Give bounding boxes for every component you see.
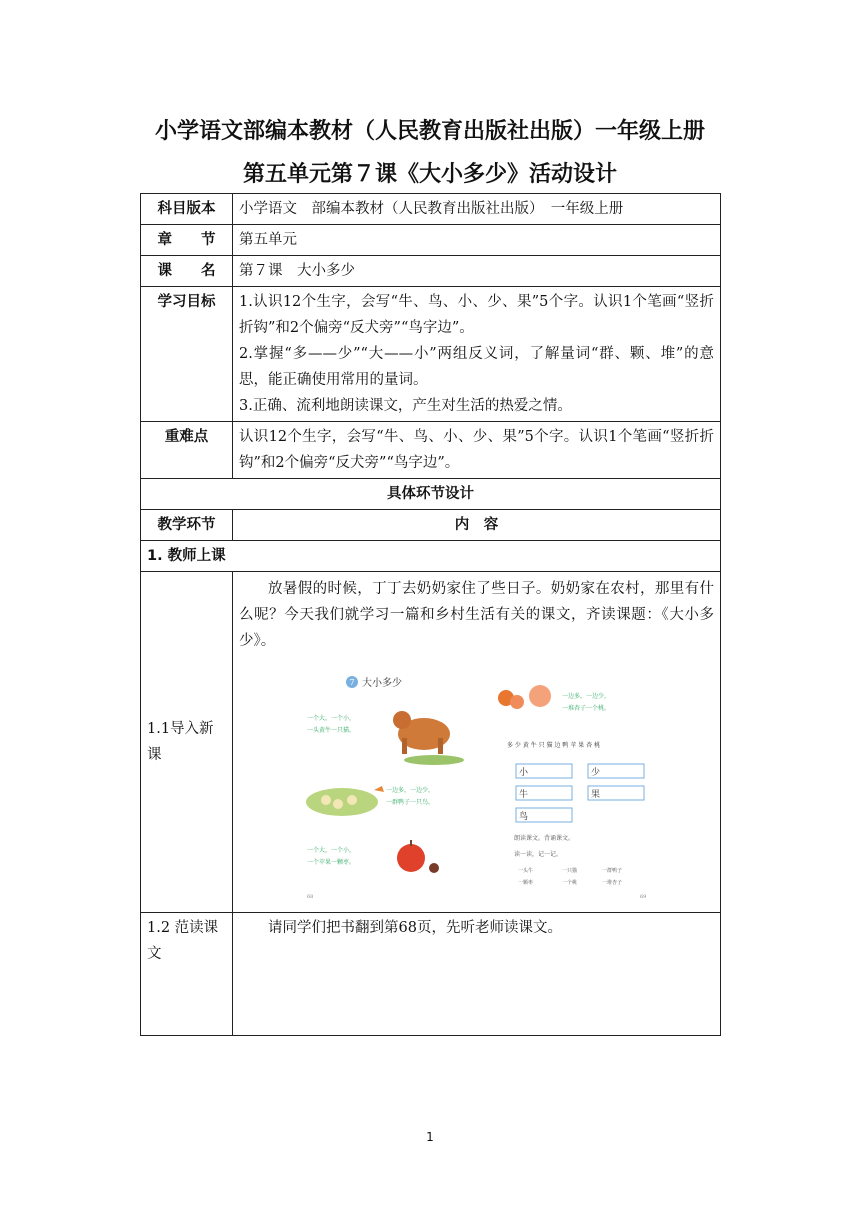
section-title: 具体环节设计 [141, 479, 721, 510]
document-title: 小学语文部编本教材（人民教育出版社出版）一年级上册 [154, 119, 705, 144]
step1-title: 1. 教师上课 [141, 541, 721, 572]
row-column-headers [141, 510, 721, 541]
ducks-illustration [306, 786, 384, 816]
lesson-label: 课 名 [141, 256, 233, 287]
goals-content [233, 287, 721, 422]
phrase: 一个桃 [562, 880, 578, 886]
subject-label: 科目版本 [141, 194, 233, 225]
phrase: 一堆杏子 [602, 880, 623, 886]
verse-line: 一群鸭子一只鸟。 [386, 799, 435, 806]
row-lesson [141, 256, 721, 287]
row-step1-title [141, 541, 721, 572]
key-points-value: 认识12个生字，会写“牛、鸟、小、少、果”5个字。认识1个笔画“竖折折钩”和2个偏旁“反犬旁”“鸟字边”。 [233, 422, 721, 479]
phrase: 一头牛 [518, 868, 534, 874]
goal-item: 2.掌握“多——少”“大——小”两组反义词，了解量词“群、颗、堆”的意思，能正确使用常用的量词。 [239, 346, 714, 388]
verse-line: 一头黄牛一只猫。 [307, 727, 356, 734]
textbook-page-image [304, 672, 649, 902]
verse-line: 一个苹果一颗枣。 [307, 859, 356, 866]
chapter-value: 第五单元 [233, 225, 721, 256]
goal-item: 1.认识12个生字，会写“牛、鸟、小、少、果”5个字。认识1个笔画“竖折折钩”和2个偏旁“反犬旁”“鸟字边”。 [239, 294, 714, 336]
char-row: 多 少 黄 牛 只 猫 边 鸭 苹 果 杏 桃 [507, 742, 600, 749]
peach-illustration [498, 685, 551, 709]
content-column-header: 内 容 [233, 510, 721, 541]
apple-illustration [397, 840, 439, 873]
step1-2-label: 1.2 范读课文 [141, 913, 233, 1036]
lesson-badge: 7 [349, 678, 355, 687]
phrase: 一只猫 [562, 868, 578, 874]
row-section-title [141, 479, 721, 510]
verse-line: 一个大，一个小， [307, 715, 356, 722]
phrase: 一群鸭子 [602, 868, 623, 874]
writing-grid [516, 764, 644, 822]
page-number: 1 [426, 1130, 434, 1144]
page-number-right: 69 [640, 894, 647, 900]
write-char: 鸟 [519, 812, 529, 822]
row-key-points [141, 422, 721, 479]
step1-1-text: 放暑假的时候，丁丁去奶奶家住了些日子。奶奶家在农村，那里有什么呢？今天我们就学习一篇和乡村生活有关的课文，齐读课题：《大小多少》。 [239, 581, 714, 649]
write-char: 牛 [519, 790, 529, 800]
row-goals [141, 287, 721, 422]
row-chapter [141, 225, 721, 256]
lesson-value: 第７课 大小多少 [233, 256, 721, 287]
step1-1-label: 1.1导入新课 [141, 572, 233, 913]
exercise-1: 朗读课文。背诵课文。 [514, 835, 575, 842]
row-subject [141, 194, 721, 225]
write-char: 少 [591, 768, 601, 778]
step1-2-content [233, 913, 721, 1036]
write-char: 小 [519, 768, 529, 778]
ox-illustration [393, 711, 464, 765]
verse-line: 一边多，一边少， [386, 787, 435, 794]
write-char: 果 [591, 790, 601, 800]
step-column-header: 教学环节 [141, 510, 233, 541]
key-points-label: 重难点 [141, 422, 233, 479]
chapter-label: 章 节 [141, 225, 233, 256]
phrase: 一颗枣 [518, 880, 534, 886]
verse-line: 一个大，一个小， [307, 847, 356, 854]
goal-item: 3.正确、流利地朗读课文，产生对生活的热爱之情。 [239, 398, 572, 414]
verse-line: 一堆杏子一个桃。 [562, 705, 611, 712]
verse-line: 一边多，一边少， [562, 693, 611, 700]
goals-label: 学习目标 [141, 287, 233, 422]
textbook-lesson-title: 大小多少 [362, 678, 402, 689]
lesson-plan-table [140, 193, 721, 1036]
page-number-left: 68 [307, 894, 314, 900]
subject-value: 小学语文 部编本教材（人民教育出版社出版） 一年级上册 [233, 194, 721, 225]
step1-2-text: 请同学们把书翻到第68页，先听老师读课文。 [268, 920, 562, 936]
exercise-2: 读一读，记一记。 [514, 851, 563, 858]
row-step1-1 [141, 572, 721, 913]
row-step1-2 [141, 913, 721, 1036]
step1-1-content [233, 572, 721, 913]
textbook-illustration [304, 672, 649, 902]
document-subtitle: 第五单元第７课《大小多少》活动设计 [242, 162, 617, 187]
